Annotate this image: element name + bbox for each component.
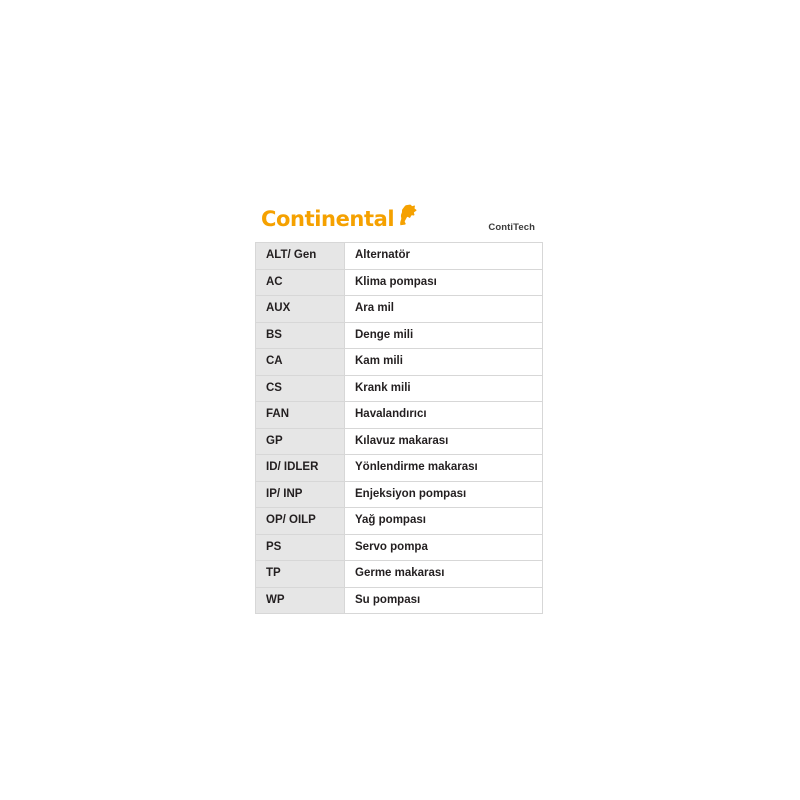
desc-cell: Su pompası	[345, 587, 543, 614]
table-row	[256, 534, 543, 561]
continental-logo	[261, 206, 417, 231]
continental-horse-icon	[397, 204, 417, 226]
table-row	[256, 402, 543, 429]
desc-cell: Havalandırıcı	[345, 402, 543, 429]
abbreviation-table	[255, 242, 543, 614]
desc-cell: Yönlendirme makarası	[345, 455, 543, 482]
abbr-cell: OP/ OILP	[256, 508, 345, 535]
abbr-cell: BS	[256, 322, 345, 349]
desc-cell: Enjeksiyon pompası	[345, 481, 543, 508]
abbr-cell: GP	[256, 428, 345, 455]
abbr-cell: PS	[256, 534, 345, 561]
table-row	[256, 349, 543, 376]
table-row	[256, 428, 543, 455]
desc-cell: Germe makarası	[345, 561, 543, 588]
abbr-cell: AC	[256, 269, 345, 296]
table-row	[256, 455, 543, 482]
desc-cell: Yağ pompası	[345, 508, 543, 535]
table-row	[256, 322, 543, 349]
table-row	[256, 375, 543, 402]
desc-cell: Krank mili	[345, 375, 543, 402]
table-body	[256, 243, 543, 614]
brand-sub-label: ContiTech	[488, 222, 535, 233]
abbr-cell: IP/ INP	[256, 481, 345, 508]
desc-cell: Denge mili	[345, 322, 543, 349]
desc-cell: Kılavuz makarası	[345, 428, 543, 455]
desc-cell: Kam mili	[345, 349, 543, 376]
abbr-cell: ALT/ Gen	[256, 243, 345, 270]
abbreviation-legend-card	[255, 196, 543, 614]
desc-cell: Servo pompa	[345, 534, 543, 561]
abbr-cell: ID/ IDLER	[256, 455, 345, 482]
abbr-cell: AUX	[256, 296, 345, 323]
table-row	[256, 508, 543, 535]
table-row	[256, 243, 543, 270]
desc-cell: Klima pompası	[345, 269, 543, 296]
table-row	[256, 296, 543, 323]
table-row	[256, 481, 543, 508]
table-row	[256, 561, 543, 588]
abbr-cell: WP	[256, 587, 345, 614]
abbr-cell: FAN	[256, 402, 345, 429]
abbr-cell: TP	[256, 561, 345, 588]
brand-wordmark: Continental	[261, 206, 395, 231]
table-row	[256, 269, 543, 296]
desc-cell: Alternatör	[345, 243, 543, 270]
brand-header	[255, 196, 543, 242]
table-row	[256, 587, 543, 614]
desc-cell: Ara mil	[345, 296, 543, 323]
abbr-cell: CS	[256, 375, 345, 402]
abbr-cell: CA	[256, 349, 345, 376]
